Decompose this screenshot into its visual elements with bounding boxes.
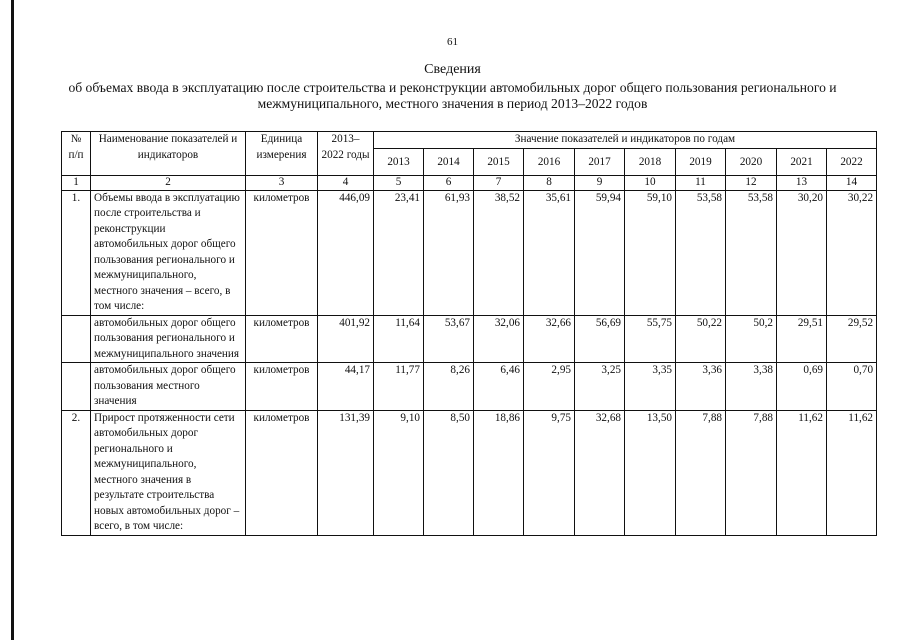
unit-cell: километров [246, 363, 318, 411]
year-value-cell: 56,69 [575, 315, 625, 363]
table-body [62, 190, 877, 535]
year-value-cell: 29,52 [827, 315, 877, 363]
indicator-name: Прирост протяженности сети автомобильных дорог регионального и межмуниципального, местного значения в результате строительства новых автомобильных дорог – всего, в том числе: [91, 410, 246, 535]
column-numbers-row [62, 175, 877, 190]
page-number: 61 [447, 36, 458, 48]
column-number: 11 [676, 175, 726, 190]
unit-cell: километров [246, 315, 318, 363]
year-value-cell: 7,88 [676, 410, 726, 535]
year-value-cell: 7,88 [726, 410, 777, 535]
table-row [62, 363, 877, 411]
column-number: 5 [374, 175, 424, 190]
year-value-cell: 3,38 [726, 363, 777, 411]
year-value-cell: 29,51 [777, 315, 827, 363]
total-cell: 446,09 [318, 190, 374, 315]
header-year: 2022 [827, 148, 877, 175]
unit-cell: километров [246, 410, 318, 535]
year-value-cell: 2,95 [524, 363, 575, 411]
table-header-row [62, 132, 877, 149]
column-number: 14 [827, 175, 877, 190]
header-total: 2013–2022 годы [318, 132, 374, 176]
year-value-cell: 59,94 [575, 190, 625, 315]
document-title: Сведения [424, 62, 481, 77]
column-number: 3 [246, 175, 318, 190]
year-value-cell: 8,26 [424, 363, 474, 411]
year-value-cell: 50,2 [726, 315, 777, 363]
row-number [62, 363, 91, 411]
year-value-cell: 30,20 [777, 190, 827, 315]
header-year: 2015 [474, 148, 524, 175]
row-number [62, 315, 91, 363]
unit-cell: километров [246, 190, 318, 315]
year-value-cell: 13,50 [625, 410, 676, 535]
year-value-cell: 11,64 [374, 315, 424, 363]
row-number: 2. [62, 410, 91, 535]
header-year: 2016 [524, 148, 575, 175]
year-value-cell: 38,52 [474, 190, 524, 315]
header-unit: Единица измерения [246, 132, 318, 176]
header-year: 2017 [575, 148, 625, 175]
header-number: № п/п [62, 132, 91, 176]
year-value-cell: 0,69 [777, 363, 827, 411]
indicators-table [61, 131, 877, 536]
year-value-cell: 35,61 [524, 190, 575, 315]
year-value-cell: 11,62 [777, 410, 827, 535]
total-cell: 401,92 [318, 315, 374, 363]
year-value-cell: 9,10 [374, 410, 424, 535]
document-subtitle: об объемах ввода в эксплуатацию после строительства и реконструкции автомобильных дорог общего пользования регионального и межмуниципального, местного значения в период 2013–2022 годов [68, 80, 837, 111]
indicator-name: Объемы ввода в эксплуатацию после строительства и реконструкции автомобильных дорог общего пользования регионального и межмуниципального, местного значения – всего, в том числе: [91, 190, 246, 315]
year-value-cell: 0,70 [827, 363, 877, 411]
indicator-name: автомобильных дорог общего пользования регионального и межмуниципального значения [91, 315, 246, 363]
header-year: 2014 [424, 148, 474, 175]
year-value-cell: 53,58 [676, 190, 726, 315]
year-value-cell: 59,10 [625, 190, 676, 315]
header-year: 2013 [374, 148, 424, 175]
year-value-cell: 18,86 [474, 410, 524, 535]
year-value-cell: 32,06 [474, 315, 524, 363]
column-number: 12 [726, 175, 777, 190]
table-row [62, 315, 877, 363]
year-value-cell: 61,93 [424, 190, 474, 315]
header-year: 2019 [676, 148, 726, 175]
column-number: 2 [91, 175, 246, 190]
header-year: 2018 [625, 148, 676, 175]
year-value-cell: 23,41 [374, 190, 424, 315]
total-cell: 44,17 [318, 363, 374, 411]
year-value-cell: 8,50 [424, 410, 474, 535]
year-value-cell: 32,68 [575, 410, 625, 535]
table-row [62, 410, 877, 535]
year-value-cell: 3,25 [575, 363, 625, 411]
header-year: 2020 [726, 148, 777, 175]
column-number: 9 [575, 175, 625, 190]
year-value-cell: 6,46 [474, 363, 524, 411]
year-value-cell: 32,66 [524, 315, 575, 363]
year-value-cell: 3,35 [625, 363, 676, 411]
column-number: 8 [524, 175, 575, 190]
year-value-cell: 53,67 [424, 315, 474, 363]
row-number: 1. [62, 190, 91, 315]
year-value-cell: 11,62 [827, 410, 877, 535]
year-value-cell: 30,22 [827, 190, 877, 315]
year-value-cell: 50,22 [676, 315, 726, 363]
year-value-cell: 55,75 [625, 315, 676, 363]
column-number: 6 [424, 175, 474, 190]
column-number: 10 [625, 175, 676, 190]
year-value-cell: 11,77 [374, 363, 424, 411]
year-value-cell: 53,58 [726, 190, 777, 315]
header-name: Наименование показателей и индикаторов [91, 132, 246, 176]
total-cell: 131,39 [318, 410, 374, 535]
table-row [62, 190, 877, 315]
indicator-name: автомобильных дорог общего пользования местного значения [91, 363, 246, 411]
header-year: 2021 [777, 148, 827, 175]
year-value-cell: 3,36 [676, 363, 726, 411]
header-values-group: Значение показателей и индикаторов по годам [374, 132, 877, 149]
column-number: 1 [62, 175, 91, 190]
page-binding-line [11, 0, 14, 640]
column-number: 4 [318, 175, 374, 190]
year-value-cell: 9,75 [524, 410, 575, 535]
column-number: 13 [777, 175, 827, 190]
column-number: 7 [474, 175, 524, 190]
